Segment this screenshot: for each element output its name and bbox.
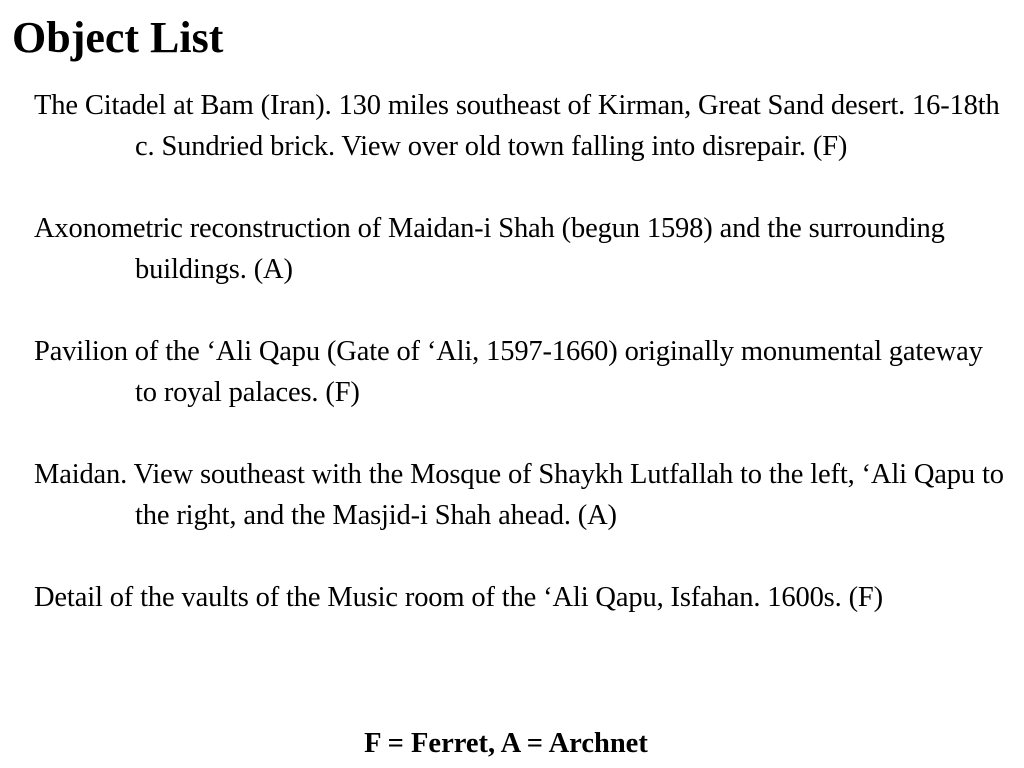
object-list [34, 85, 1009, 618]
object-entry-music-room-vaults: Detail of the vaults of the Music room of the ‘Ali Qapu, Isfahan. 1600s. (F) [34, 582, 883, 613]
object-entry-maidan-view: Maidan. View southeast with the Mosque of Shaykh Lutfallah to the left, ‘Ali Qapu to the right, and the Masjid-i Shah ahead. (A) [34, 459, 1004, 531]
object-entry-citadel-bam: The Citadel at Bam (Iran). 130 miles southeast of Kirman, Great Sand desert. 16-18th c. Sundried brick. View over old town falling into disrepair. (F) [34, 90, 1000, 162]
object-entry-ali-qapu-pavilion: Pavilion of the ‘Ali Qapu (Gate of ‘Ali, 1597-1660) originally monumental gateway to royal palaces. (F) [34, 336, 983, 408]
slide-title: Object List [12, 13, 224, 62]
source-legend: F = Ferret, A = Archnet [364, 728, 648, 759]
object-entry-maidan-reconstruction: Axonometric reconstruction of Maidan-i Shah (begun 1598) and the surrounding buildings. (A) [34, 213, 945, 285]
